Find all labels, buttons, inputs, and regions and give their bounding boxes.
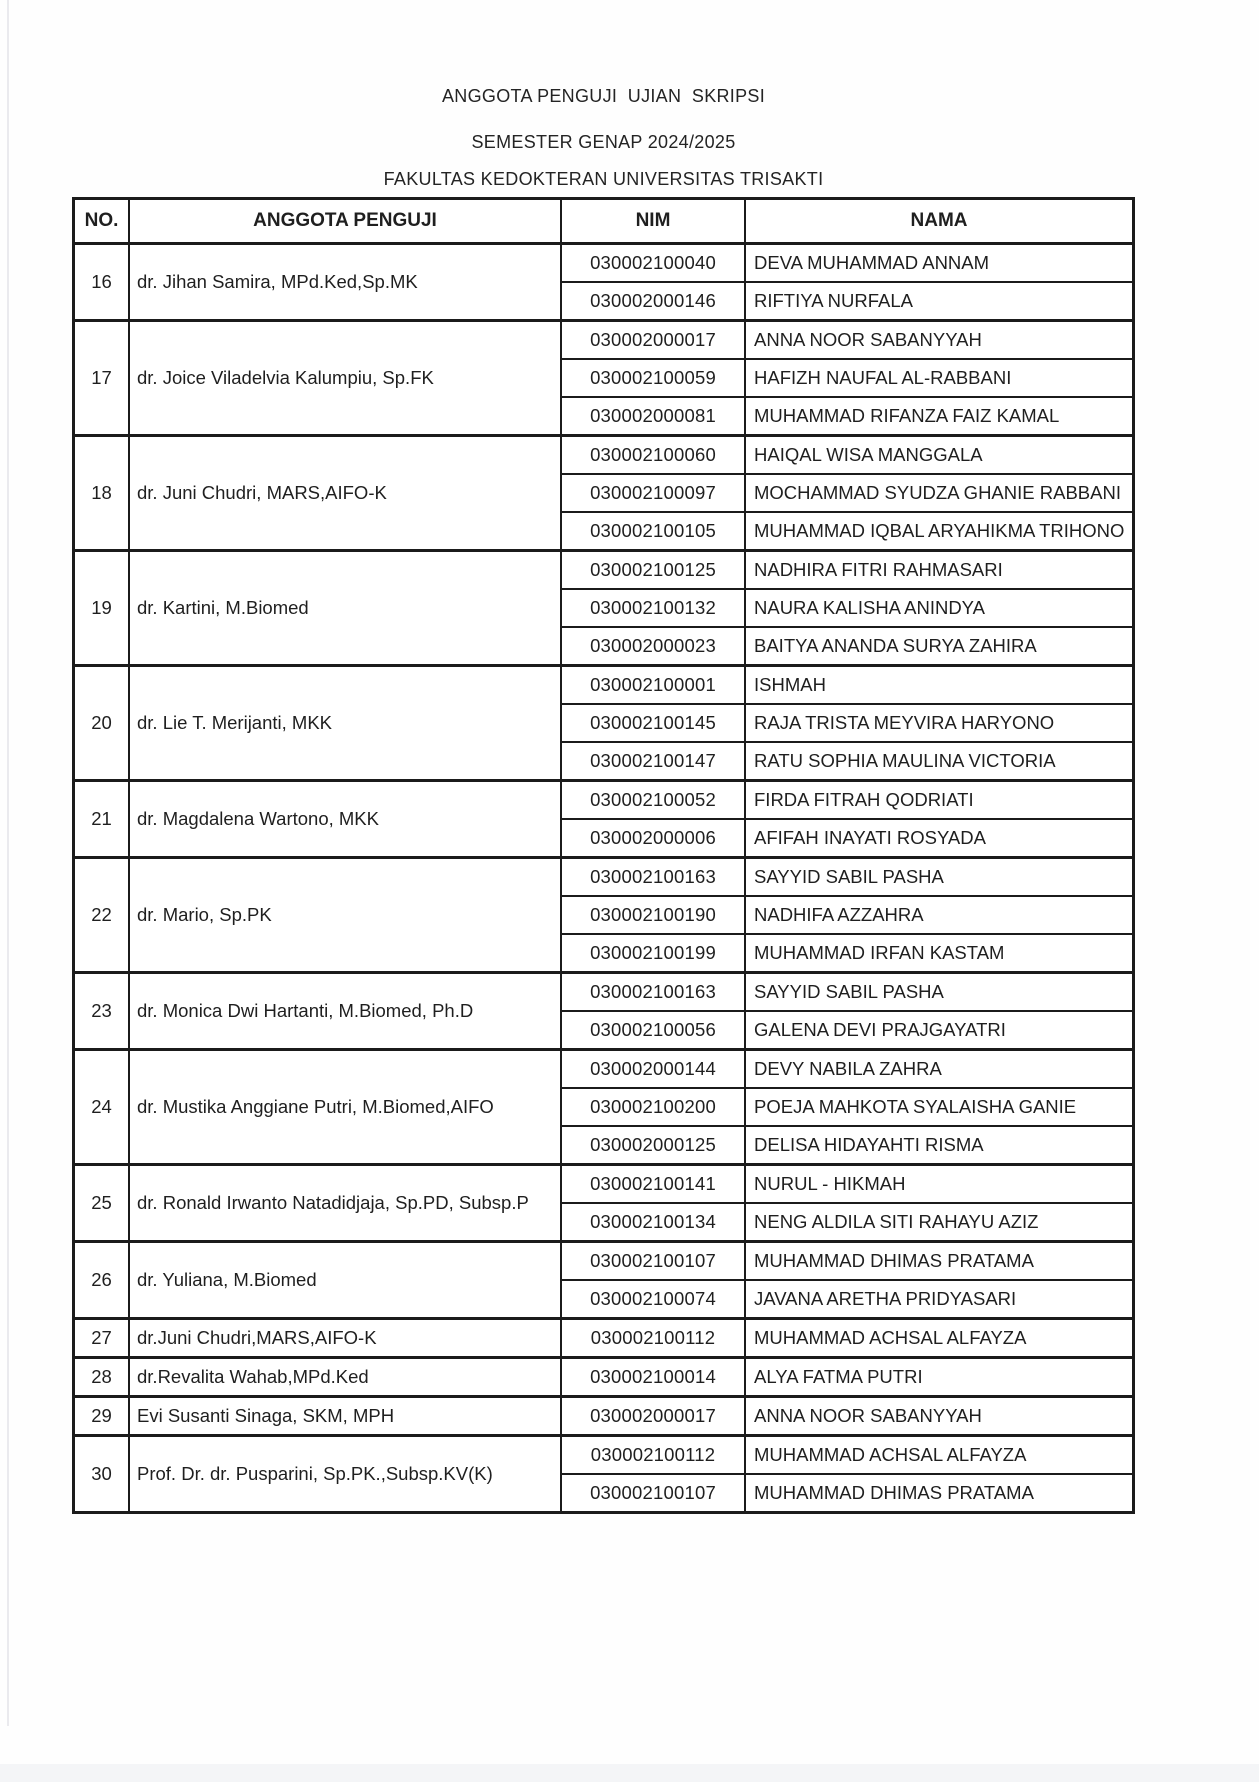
- table-header-row: [75, 200, 1132, 245]
- student-name: RIFTIYA NURFALA: [754, 290, 913, 311]
- student-nim: 030002100145: [562, 705, 746, 741]
- student-row: [562, 1166, 1132, 1204]
- student-nim: 030002100134: [562, 1204, 746, 1240]
- student-name: ANNA NOOR SABANYYAH: [754, 329, 982, 350]
- student-row: [562, 1437, 1132, 1475]
- group-number: 20: [75, 667, 130, 779]
- group-number: 29: [75, 1398, 130, 1434]
- examiner-name: Evi Susanti Sinaga, SKM, MPH: [130, 1398, 562, 1434]
- group-number: 28: [75, 1359, 130, 1395]
- scan-edge-artifact-left: [7, 0, 9, 1726]
- examiner-name: dr.Juni Chudri,MARS,AIFO-K: [130, 1320, 562, 1356]
- student-row: [562, 820, 1132, 856]
- student-name: ISHMAH: [754, 674, 826, 695]
- group-number: 18: [75, 437, 130, 549]
- student-name: NADHIFA AZZAHRA: [754, 904, 924, 925]
- student-row: [562, 1051, 1132, 1089]
- document-subtitle-semester: SEMESTER GENAP 2024/2025: [471, 132, 736, 152]
- student-row: [562, 1243, 1132, 1281]
- group-number: 19: [75, 552, 130, 664]
- student-name: POEJA MAHKOTA SYALAISHA GANIE: [754, 1096, 1077, 1117]
- student-name: ANNA NOOR SABANYYAH: [754, 1405, 982, 1426]
- student-row: [562, 437, 1132, 475]
- student-row: [562, 322, 1132, 360]
- student-name: NADHIRA FITRI RAHMASARI: [754, 559, 1003, 580]
- student-nim: 030002000125: [562, 1127, 746, 1163]
- student-list: [562, 859, 1132, 971]
- student-row: [562, 897, 1132, 935]
- student-nim: 030002100001: [562, 667, 746, 703]
- student-name: MUHAMMAD IRFAN KASTAM: [754, 942, 1005, 963]
- group-number: 30: [75, 1437, 130, 1511]
- student-row: [562, 552, 1132, 590]
- examiner-name: dr. Yuliana, M.Biomed: [130, 1243, 562, 1317]
- student-nim: 030002100163: [562, 974, 746, 1010]
- student-row: [562, 360, 1132, 398]
- student-name: RATU SOPHIA MAULINA VICTORIA: [754, 750, 1056, 771]
- student-name: HAIQAL WISA MANGGALA: [754, 444, 983, 465]
- student-name: MUHAMMAD ACHSAL ALFAYZA: [754, 1444, 1027, 1465]
- examiner-group-row: [75, 1051, 1132, 1166]
- student-name: MOCHAMMAD SYUDZA GHANIE RABBANI: [754, 482, 1121, 503]
- student-row: [562, 705, 1132, 743]
- student-row: [562, 1475, 1132, 1511]
- student-nim: 030002000017: [562, 1398, 746, 1434]
- student-list: [562, 552, 1132, 664]
- student-name: DELISA HIDAYAHTI RISMA: [754, 1134, 984, 1155]
- student-name: MUHAMMAD ACHSAL ALFAYZA: [754, 1327, 1027, 1348]
- student-name: AFIFAH INAYATI ROSYADA: [754, 827, 986, 848]
- student-row: [562, 590, 1132, 628]
- examiner-group-row: [75, 782, 1132, 859]
- student-row: [562, 667, 1132, 705]
- student-row: [562, 245, 1132, 283]
- examiner-group-row: [75, 1398, 1132, 1437]
- student-nim: 030002100060: [562, 437, 746, 473]
- table-body: [75, 245, 1132, 1511]
- student-name: DEVA MUHAMMAD ANNAM: [754, 252, 990, 273]
- student-list: [562, 782, 1132, 856]
- student-nim: 030002100163: [562, 859, 746, 895]
- group-number: 25: [75, 1166, 130, 1240]
- student-nim: 030002100107: [562, 1243, 746, 1279]
- student-list: [562, 667, 1132, 779]
- student-row: [562, 743, 1132, 779]
- group-number: 27: [75, 1320, 130, 1356]
- group-number: 16: [75, 245, 130, 319]
- examiner-name: dr.Revalita Wahab,MPd.Ked: [130, 1359, 562, 1395]
- student-row: [562, 935, 1132, 971]
- student-nim: 030002100132: [562, 590, 746, 626]
- student-row: [562, 475, 1132, 513]
- student-nim: 030002100125: [562, 552, 746, 588]
- examiner-group-row: [75, 245, 1132, 322]
- group-number: 22: [75, 859, 130, 971]
- student-name: HAFIZH NAUFAL AL-RABBANI: [754, 367, 1012, 388]
- examiner-group-row: [75, 1166, 1132, 1243]
- examiner-group-row: [75, 667, 1132, 782]
- examiner-name: dr. Lie T. Merijanti, MKK: [130, 667, 562, 779]
- student-row: [562, 283, 1132, 319]
- student-row: [562, 859, 1132, 897]
- student-nim: 030002100074: [562, 1281, 746, 1317]
- examiner-group-row: [75, 1243, 1132, 1320]
- student-nim: 030002100190: [562, 897, 746, 933]
- student-row: [562, 398, 1132, 434]
- student-name: MUHAMMAD IQBAL ARYAHIKMA TRIHONO: [754, 520, 1125, 541]
- header-cell-examiner: ANGGOTA PENGUJI: [130, 200, 562, 242]
- student-nim: 030002100014: [562, 1359, 746, 1395]
- document-subtitle-faculty: FAKULTAS KEDOKTERAN UNIVERSITAS TRISAKTI: [383, 169, 824, 189]
- student-name: MUHAMMAD RIFANZA FAIZ KAMAL: [754, 405, 1060, 426]
- examiner-name: dr. Ronald Irwanto Natadidjaja, Sp.PD, Subsp.P: [130, 1166, 562, 1240]
- student-row: [562, 1398, 1132, 1434]
- examiner-name: dr. Mario, Sp.PK: [130, 859, 562, 971]
- examiner-group-row: [75, 1437, 1132, 1511]
- student-row: [562, 1089, 1132, 1127]
- student-name: GALENA DEVI PRAJGAYATRI: [754, 1019, 1006, 1040]
- header-cell-nim: NIM: [562, 200, 746, 242]
- student-list: [562, 437, 1132, 549]
- student-list: [562, 245, 1132, 319]
- student-list: [562, 1398, 1132, 1434]
- examiner-name: dr. Jihan Samira, MPd.Ked,Sp.MK: [130, 245, 562, 319]
- examiner-group-row: [75, 322, 1132, 437]
- header-cell-no: NO.: [75, 200, 130, 242]
- examiner-name: dr. Kartini, M.Biomed: [130, 552, 562, 664]
- group-number: 21: [75, 782, 130, 856]
- examiner-group-row: [75, 1320, 1132, 1359]
- student-list: [562, 1359, 1132, 1395]
- student-list: [562, 1166, 1132, 1240]
- examiner-name: dr. Juni Chudri, MARS,AIFO-K: [130, 437, 562, 549]
- student-nim: 030002100105: [562, 513, 746, 549]
- document-title-block: [72, 86, 1135, 190]
- student-row: [562, 1281, 1132, 1317]
- student-name: NENG ALDILA SITI RAHAYU AZIZ: [754, 1211, 1039, 1232]
- student-nim: 030002000081: [562, 398, 746, 434]
- group-number: 24: [75, 1051, 130, 1163]
- examiners-table: [72, 197, 1135, 1514]
- student-row: [562, 782, 1132, 820]
- group-number: 23: [75, 974, 130, 1048]
- student-nim: 030002000017: [562, 322, 746, 358]
- student-row: [562, 1012, 1132, 1048]
- student-name: RAJA TRISTA MEYVIRA HARYONO: [754, 712, 1055, 733]
- examiner-group-row: [75, 437, 1132, 552]
- student-name: ALYA FATMA PUTRI: [754, 1366, 923, 1387]
- student-nim: 030002100059: [562, 360, 746, 396]
- examiner-group-row: [75, 859, 1132, 974]
- student-name: MUHAMMAD DHIMAS PRATAMA: [754, 1250, 1034, 1271]
- document-title: ANGGOTA PENGUJI UJIAN SKRIPSI: [441, 86, 766, 106]
- student-row: [562, 1204, 1132, 1240]
- student-list: [562, 974, 1132, 1048]
- student-nim: 030002000146: [562, 283, 746, 319]
- student-name: MUHAMMAD DHIMAS PRATAMA: [754, 1482, 1034, 1503]
- student-name: DEVY NABILA ZAHRA: [754, 1058, 942, 1079]
- student-nim: 030002000144: [562, 1051, 746, 1087]
- examiner-name: dr. Monica Dwi Hartanti, M.Biomed, Ph.D: [130, 974, 562, 1048]
- student-nim: 030002100052: [562, 782, 746, 818]
- student-nim: 030002100112: [562, 1437, 746, 1473]
- student-name: JAVANA ARETHA PRIDYASARI: [754, 1288, 1017, 1309]
- student-nim: 030002100141: [562, 1166, 746, 1202]
- examiner-name: Prof. Dr. dr. Pusparini, Sp.PK.,Subsp.KV(K): [130, 1437, 562, 1511]
- student-list: [562, 1437, 1132, 1511]
- student-nim: 030002100200: [562, 1089, 746, 1125]
- student-row: [562, 974, 1132, 1012]
- student-list: [562, 322, 1132, 434]
- student-row: [562, 513, 1132, 549]
- group-number: 26: [75, 1243, 130, 1317]
- student-nim: 030002000023: [562, 628, 746, 664]
- scan-edge-artifact-bottom: [0, 1764, 1259, 1782]
- examiner-name: dr. Mustika Anggiane Putri, M.Biomed,AIFO: [130, 1051, 562, 1163]
- student-nim: 030002100199: [562, 935, 746, 971]
- student-name: FIRDA FITRAH QODRIATI: [754, 789, 974, 810]
- group-number: 17: [75, 322, 130, 434]
- student-list: [562, 1320, 1132, 1356]
- student-name: BAITYA ANANDA SURYA ZAHIRA: [754, 635, 1037, 656]
- student-list: [562, 1051, 1132, 1163]
- student-row: [562, 1320, 1132, 1356]
- student-nim: 030002100056: [562, 1012, 746, 1048]
- student-row: [562, 1127, 1132, 1163]
- examiner-group-row: [75, 552, 1132, 667]
- student-nim: 030002100112: [562, 1320, 746, 1356]
- student-name: SAYYID SABIL PASHA: [754, 866, 944, 887]
- student-row: [562, 1359, 1132, 1395]
- examiner-group-row: [75, 974, 1132, 1051]
- student-nim: 030002100107: [562, 1475, 746, 1511]
- examiner-name: dr. Magdalena Wartono, MKK: [130, 782, 562, 856]
- examiner-group-row: [75, 1359, 1132, 1398]
- student-row: [562, 628, 1132, 664]
- student-list: [562, 1243, 1132, 1317]
- student-name: NURUL - HIKMAH: [754, 1173, 906, 1194]
- examiner-name: dr. Joice Viladelvia Kalumpiu, Sp.FK: [130, 322, 562, 434]
- student-name: SAYYID SABIL PASHA: [754, 981, 944, 1002]
- student-nim: 030002100040: [562, 245, 746, 281]
- header-cell-name: NAMA: [910, 210, 968, 231]
- student-name: NAURA KALISHA ANINDYA: [754, 597, 985, 618]
- student-nim: 030002100147: [562, 743, 746, 779]
- student-nim: 030002100097: [562, 475, 746, 511]
- student-nim: 030002000006: [562, 820, 746, 856]
